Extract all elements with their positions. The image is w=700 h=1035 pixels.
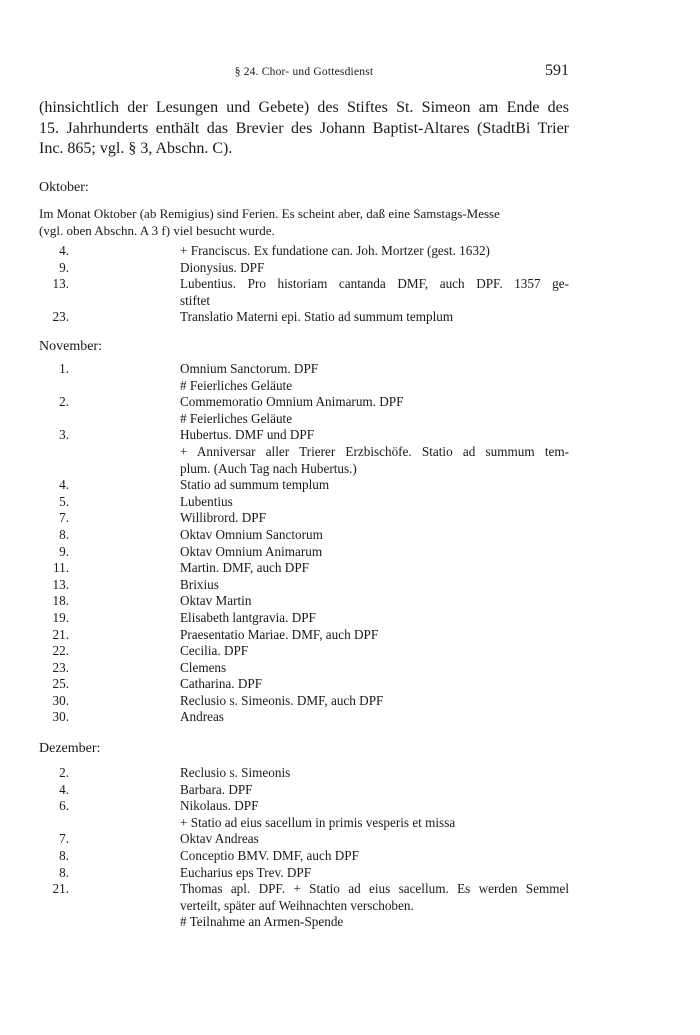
entry-day: 23. — [52, 659, 69, 675]
entry-day: 23. — [52, 309, 69, 325]
entry-day: 8. — [59, 526, 69, 542]
entry-day: 25. — [52, 676, 69, 692]
entry-text — [180, 643, 569, 660]
calendar-entry — [39, 544, 569, 561]
entry-day: 9. — [59, 543, 69, 559]
entry-line: # Teilnahme an Armen-Spende — [180, 914, 344, 930]
entry-line: Elisabeth lantgravia. DPF — [180, 609, 316, 625]
intro-paragraph — [39, 98, 569, 160]
entry-line: Clemens — [180, 659, 227, 675]
calendar-entry — [39, 309, 569, 326]
calendar-entry — [39, 881, 569, 931]
entry-day: 8. — [59, 864, 69, 880]
calendar-entry — [39, 660, 569, 677]
calendar-entry — [39, 260, 569, 277]
entry-text — [180, 394, 569, 427]
entry-text — [180, 527, 569, 544]
entry-text — [180, 494, 569, 511]
entry-text — [180, 260, 569, 277]
entry-line: Omnium Sanctorum. DPF — [180, 361, 319, 376]
entry-line: + Statio ad eius sacellum in primis vesperis et missa — [180, 814, 456, 830]
entry-line: stiftet — [180, 292, 211, 308]
entry-day: 6. — [59, 798, 69, 814]
entry-line: Andreas — [180, 709, 224, 725]
entry-line: Commemoratio Omnium Animarum. DPF — [180, 394, 404, 410]
entry-text — [180, 560, 569, 577]
running-title: § 24. Chor- und Gottesdienst — [234, 66, 374, 78]
calendar-entry — [39, 831, 569, 848]
entry-line: Eucharius eps Trev. DPF — [180, 864, 312, 880]
entry-line: Thomas apl. DPF. + Statio ad eius sacellum. Es werden Semmel — [180, 881, 569, 897]
entry-line: Praesentatio Mariae. DMF, auch DPF — [180, 626, 379, 642]
note-line: (vgl. oben Abschn. A 3 f) viel besucht wurde. — [39, 222, 275, 238]
entry-text — [180, 243, 569, 260]
entry-text — [180, 848, 569, 865]
calendar-entry — [39, 494, 569, 511]
entry-line: Oktav Omnium Sanctorum — [180, 526, 323, 542]
entry-text — [180, 427, 569, 477]
entry-day: 4. — [59, 477, 69, 493]
entry-line: Dionysius. DPF — [180, 259, 265, 275]
entry-day: 7. — [59, 831, 69, 847]
entry-line: plum. (Auch Tag nach Hubertus.) — [180, 460, 357, 476]
entry-text — [180, 693, 569, 710]
month-heading-december: Dezember: — [39, 741, 101, 756]
entry-line: + Franciscus. Ex fundatione can. Joh. Mortzer (gest. 1632) — [180, 243, 490, 258]
entry-day: 3. — [59, 427, 69, 443]
entry-line: Lubentius. Pro historiam cantanda DMF, auch DPF. 1357 ge- — [180, 276, 569, 292]
calendar-entry — [39, 627, 569, 644]
entry-day: 21. — [52, 881, 69, 897]
entry-line: Willibrord. DPF — [180, 510, 266, 526]
entry-day: 18. — [52, 593, 69, 609]
calendar-entry — [39, 243, 569, 260]
month-heading-november: November: — [39, 339, 102, 354]
entry-text — [180, 765, 569, 782]
entry-day: 2. — [59, 765, 69, 780]
calendar-entry — [39, 865, 569, 882]
calendar-entry — [39, 477, 569, 494]
entry-day: 1. — [59, 361, 69, 376]
calendar-entry — [39, 276, 569, 309]
entry-line: Oktav Omnium Animarum — [180, 543, 323, 559]
calendar-entry — [39, 693, 569, 710]
entry-line: Barbara. DPF — [180, 781, 253, 797]
entry-text — [180, 309, 569, 326]
entry-line: Martin. DMF, auch DPF — [180, 560, 309, 576]
entry-day: 19. — [52, 609, 69, 625]
entry-day: 30. — [52, 709, 69, 725]
entry-text — [180, 510, 569, 527]
calendar-entry — [39, 643, 569, 660]
calendar-entry — [39, 593, 569, 610]
entry-day: 4. — [59, 243, 69, 258]
calendar-entry — [39, 798, 569, 831]
entry-day: 11. — [53, 560, 69, 576]
entry-text — [180, 610, 569, 627]
intro-line: (hinsichtlich der Lesungen und Gebete) des Stiftes St. Simeon am Ende des — [39, 99, 569, 116]
entry-day: 8. — [59, 847, 69, 863]
entry-day: 7. — [59, 510, 69, 526]
calendar-entry — [39, 848, 569, 865]
entry-line: Statio ad summum templum — [180, 477, 330, 493]
entry-day: 5. — [59, 493, 69, 509]
entry-text — [180, 709, 569, 726]
entry-day: 22. — [52, 643, 69, 659]
calendar-entry — [39, 394, 569, 427]
month-heading-october: Oktober: — [39, 180, 89, 195]
entry-line: verteilt, später auf Weihnachten verschoben. — [180, 897, 414, 913]
entry-line: Reclusio s. Simeonis. DMF, auch DPF — [180, 692, 384, 708]
intro-line: 15. Jahrhunderts enthält das Brevier des Johann Baptist-Altares (StadtBi Trier — [39, 119, 569, 137]
entry-day: 13. — [52, 276, 69, 292]
calendar-entry — [39, 765, 569, 782]
entry-line: Catharina. DPF — [180, 676, 263, 692]
entry-text — [180, 798, 569, 831]
entry-line: Translatio Materni epi. Statio ad summum templum — [180, 309, 454, 325]
note-line: Im Monat Oktober (ab Remigius) sind Ferien. Es scheint aber, daß eine Samstags-Messe — [39, 206, 500, 221]
entry-day: 13. — [52, 576, 69, 592]
entry-text — [180, 627, 569, 644]
calendar-entry — [39, 361, 569, 394]
calendar-entry — [39, 676, 569, 693]
entry-text — [180, 276, 569, 309]
october-note — [39, 206, 569, 239]
entry-line: # Feierliches Geläute — [180, 377, 293, 393]
december-entries — [39, 765, 569, 931]
calendar-entry — [39, 709, 569, 726]
entry-line: + Anniversar aller Trierer Erzbischöfe. Statio ad summum tem- — [180, 443, 569, 459]
calendar-entry — [39, 510, 569, 527]
entry-text — [180, 361, 569, 394]
entry-text — [180, 477, 569, 494]
november-entries — [39, 361, 569, 726]
entry-day: 30. — [52, 692, 69, 708]
entry-text — [180, 782, 569, 799]
running-header — [39, 64, 569, 82]
page-number: 591 — [545, 62, 569, 79]
entry-line: Conceptio BMV. DMF, auch DPF — [180, 847, 359, 863]
entry-line: Hubertus. DMF und DPF — [180, 427, 315, 443]
entry-text — [180, 831, 569, 848]
entry-line: Brixius — [180, 576, 219, 592]
entry-line: Nikolaus. DPF — [180, 798, 259, 814]
entry-line: Oktav Martin — [180, 593, 252, 609]
entry-text — [180, 593, 569, 610]
entry-text — [180, 577, 569, 594]
entry-line: Oktav Andreas — [180, 831, 259, 847]
calendar-entry — [39, 560, 569, 577]
entry-day: 9. — [59, 259, 69, 275]
entry-line: Reclusio s. Simeonis — [180, 765, 291, 780]
calendar-entry — [39, 610, 569, 627]
entry-text — [180, 544, 569, 561]
calendar-entry — [39, 782, 569, 799]
entry-text — [180, 881, 569, 931]
entry-day: 2. — [59, 394, 69, 410]
intro-line: Inc. 865; vgl. § 3, Abschn. C). — [39, 140, 233, 157]
entry-text — [180, 865, 569, 882]
entry-day: 21. — [52, 626, 69, 642]
october-entries — [39, 243, 569, 326]
entry-text — [180, 660, 569, 677]
entry-line: Cecilia. DPF — [180, 643, 249, 659]
entry-line: Lubentius — [180, 493, 233, 509]
calendar-entry — [39, 577, 569, 594]
entry-text — [180, 676, 569, 693]
calendar-entry — [39, 527, 569, 544]
entry-line: # Feierliches Geläute — [180, 410, 293, 426]
calendar-entry — [39, 427, 569, 477]
entry-day: 4. — [59, 781, 69, 797]
